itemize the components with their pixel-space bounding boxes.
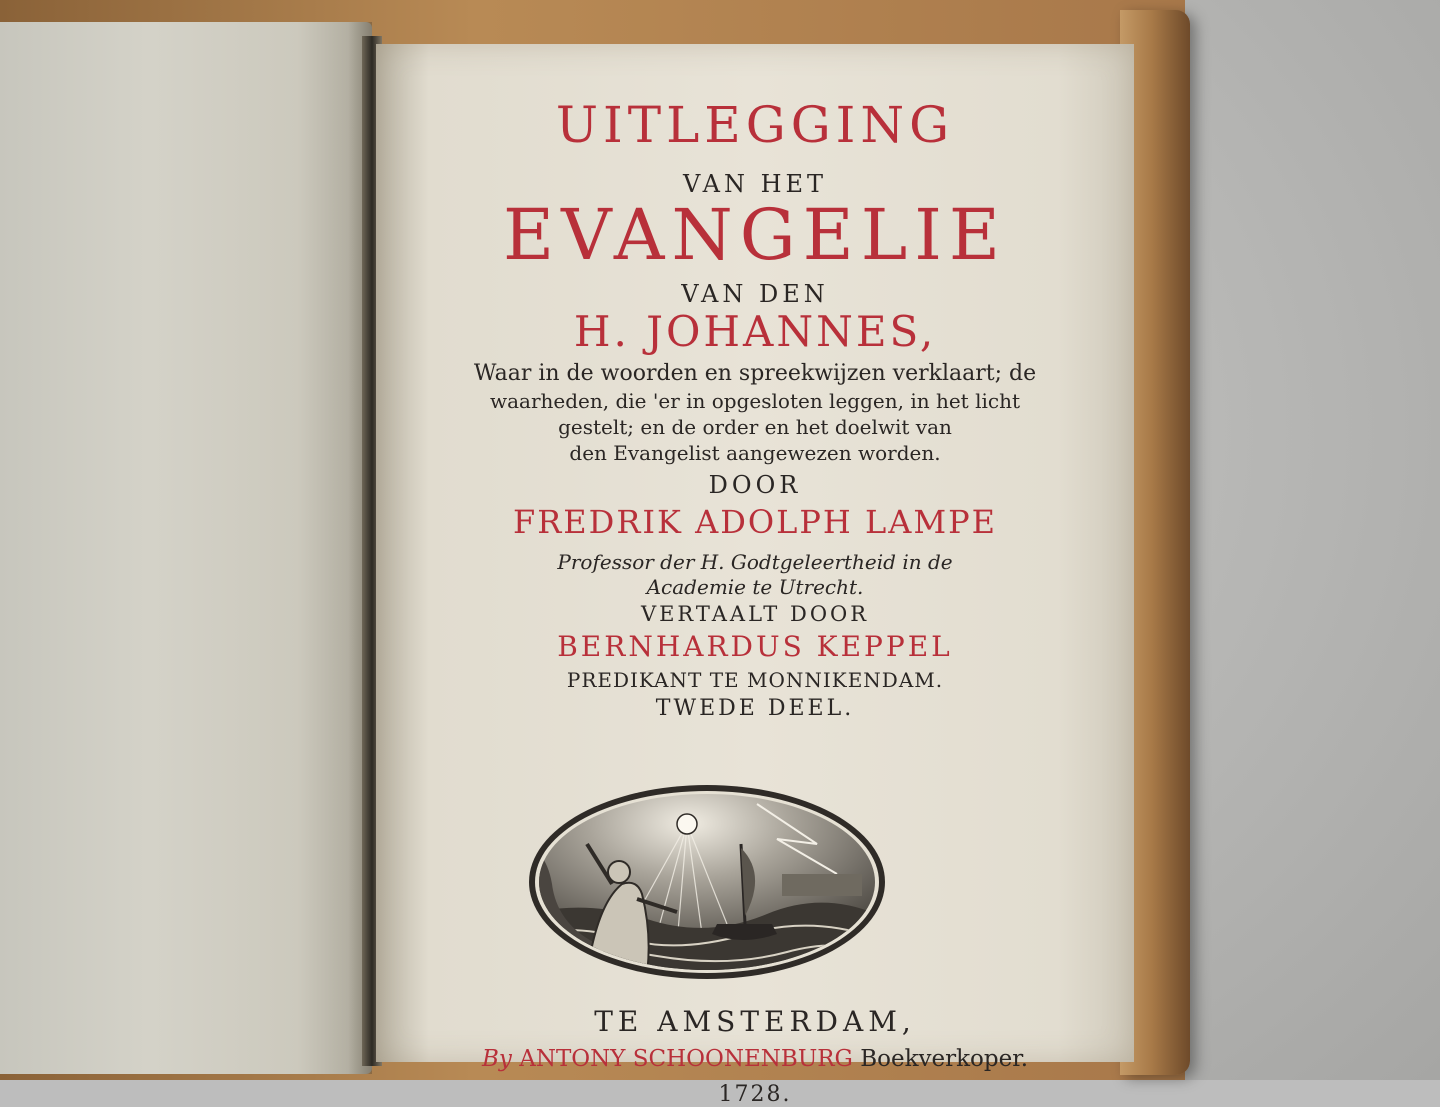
translator-title: PREDIKANT TE MONNIKENDAM. [566,668,944,692]
title-line-evangelie: EVANGELIE [503,194,1007,276]
imprint-year: 1728. [718,1082,792,1107]
subtitle-line: Waar in de woorden en spreekwijzen verklaart; de [473,361,1037,386]
distant-city [782,874,862,896]
left-page [0,22,372,1074]
title-page [376,44,1134,1107]
title-line-uitlegging: UITLEGGING [555,96,955,154]
title-line-johannes: H. JOHANNES, [573,307,937,356]
author-name: FREDRIK ADOLPH LAMPE [513,503,997,541]
translator-name: BERNHARDUS KEPPEL [557,630,953,663]
volume-label: TWEDE DEEL. [655,696,855,721]
title-line-van-het: VAN HET [682,170,828,198]
imprint-by: By [481,1046,512,1072]
engraved-vignette-illustration [527,784,887,980]
subtitle-line: den Evangelist aangewezen worden. [569,441,941,465]
subtitle-line: gestelt; en de order en het doelwit van [558,415,952,439]
author-title-line: Professor der H. Godtgeleertheid in de [557,550,953,574]
author-title-line: Academie te Utrecht. [646,575,864,599]
title-line-van-den: VAN DEN [681,280,829,308]
imprint-place: TE AMSTERDAM, [594,1005,916,1038]
imprint-line [482,1046,1028,1072]
translated-by-label: VERTAALT DOOR [640,602,870,626]
door-label: DOOR [708,471,802,499]
sun-icon [677,814,697,834]
publisher-name: ANTONY SCHOONENBURG [519,1046,853,1072]
publisher-role: Boekverkoper. [860,1046,1029,1072]
subtitle-line: waarheden, die 'er in opgesloten leggen, in het licht [490,389,1020,413]
